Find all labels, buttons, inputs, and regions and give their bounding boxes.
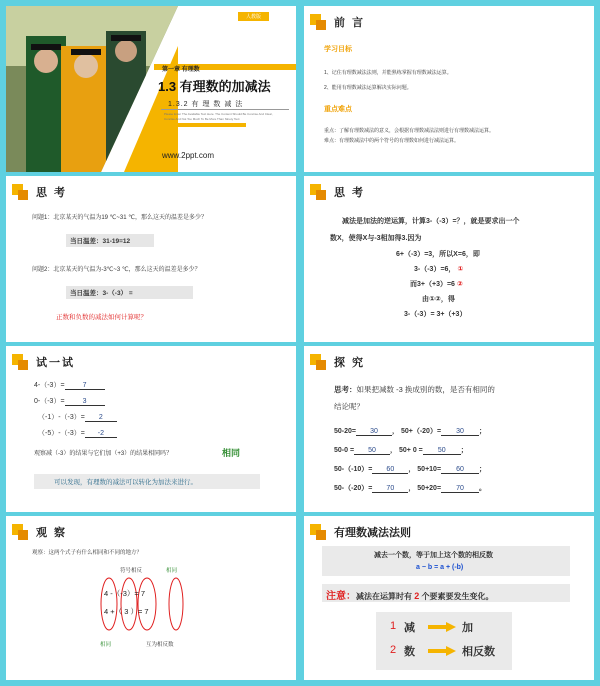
arrow-right-icon [428,646,456,656]
compare-answer: 相同 [222,448,241,458]
question-note: 正数和负数的减法如何计算呢？ [56,314,147,321]
key-2: 难点：有理数减法中的两个符号的有理数如何进行减法运算。 [324,138,460,144]
slide-title [6,6,296,172]
change-2-number: 2 [390,644,397,656]
slide-header [310,354,365,370]
logo-icon [12,354,28,370]
line-5: 而3+（+3）=6 ② [410,281,463,288]
rule-text: 减去一个数，等于加上这个数的相反数 [374,552,493,559]
slide-try [6,346,296,512]
slide-header [310,524,411,540]
slide-explore [304,346,594,512]
goal-heading: 学习目标 [324,46,352,53]
compare-row: 50-（-20）= 70 ， 50+20= 70 。 [334,485,487,492]
slide-title: 思 考 [334,187,366,199]
goal-1: 1、记住有理数减法法则，并能熟练掌握有理数减法运算。 [324,70,452,76]
equation-1: 4 -（-3）= 7 [104,589,146,598]
slide-title: 有理数减法法则 [334,527,411,539]
question-1: 问题1：北京某天的气温为19 ℃~31 ℃，那么这天的温差是多少？ [32,215,208,221]
label-same-top: 相同 [166,568,178,574]
change-1-to: 加 [462,622,473,634]
line-7: 3-（-3）= 3+（+3） [404,311,467,318]
line-4: 3-（-3）=6， ① [414,266,464,273]
observe-question: 观察：这两个式子有什么相同和不同的地方？ [32,550,143,556]
line-1: 减法是加法的逆运算，计算3-（-3）=？，就是要求出一个 [342,218,520,225]
arrow-right-icon [428,622,456,632]
goal-2: 2、能用有理数减法运算解决实际问题。 [324,85,412,91]
slide-think-2 [304,176,594,342]
logo-icon [12,524,28,540]
observe-diagram [94,574,194,636]
logo-icon [310,354,326,370]
chapter: 第一章 有理数 [162,67,200,73]
slide-header [310,184,365,200]
graduates-photo [6,6,178,172]
note-text: 注意：减法在运算时有 2 个要素要发生变化。 [326,591,494,602]
change-1-number: 1 [390,620,397,632]
logo-icon [310,14,326,30]
key-heading: 重点难点 [324,106,352,113]
change-2-from: 数 [404,646,415,658]
answer-2: 当日温差：3-（-3） = [66,286,193,299]
exercise-2: 0-（-3）= 3 [34,396,105,406]
slide-preface [304,6,594,172]
slide-title: 思 考 [36,187,68,199]
slide-title: 探 究 [334,357,366,369]
compare-row: 50-（-10）= 60 ， 50+10= 60 ； [334,466,487,473]
label-opposite-number: 互为相反数 [146,642,174,648]
change-2-to: 相反数 [462,646,495,658]
slide-observe [6,516,296,680]
compare-question: 观察减（-3）的结果与它们加（+3）的结果相同吗？ [34,451,173,457]
key-1: 重点：了解有理数减法的意义，会根据有理数减法法则进行有理数减法运算。 [324,128,495,134]
exercise-1: 4-（-3）= 7 [34,380,105,390]
compare-row: 50-20= 30 ， 50+（-20）= 30 ； [334,428,487,435]
question-2: 问题2：北京某天的气温为-3℃~3 ℃，那么这天的温差是多少？ [32,267,201,273]
exercise-4: （-5）-（-3）= -2 [38,428,117,438]
slide-title: 观 察 [36,527,68,539]
think-prompt-2: 结论呢？ [334,402,364,411]
slide-rule [304,516,594,680]
line-3: 6+（-3）=3，所以X=6，即 [396,251,480,258]
slide-header [12,184,67,200]
equation-2: 4 +（ 3 ）= 7 [104,607,149,616]
compare-row: 50-0 = 50 ， 50+ 0 = 50 ； [334,447,468,454]
logo-icon [12,184,28,200]
blurb-2: Concise And Not Too Much To Be More Than Ninety Text [164,117,240,121]
slide-header [12,354,75,370]
slide-header [310,14,365,30]
slide-think-1 [6,176,296,342]
page-title: 1.3 有理数的加减法 [158,79,271,94]
badge: 人教版 [238,12,269,21]
line-2: 数X，使得X与-3相加得3.因为 [330,235,422,242]
change-1-from: 减 [404,622,415,634]
logo-icon [310,524,326,540]
label-same-bottom: 相同 [100,642,112,648]
website-url: www.2ppt.com [162,151,215,160]
slide-title: 试一试 [36,357,75,369]
logo-icon [310,184,326,200]
line-6: 由①②，得 [422,296,455,303]
exercise-3: （-1）-（-3）= 2 [38,412,117,422]
subtitle: 1.3.2 有 理 数 减 法 [168,101,244,108]
slide-title: 前 言 [334,17,366,29]
conclusion: 可以发现，有理数的减法可以转化为加法来进行。 [34,474,260,489]
blurb-1: Please Enter The Available Text Here. The Content Should Be Concise And Clear, [164,112,273,116]
answer-1: 当日温差：31-19=12 [66,234,154,247]
think-prompt: 思考：如果把减数 -3 换成别的数，是否有相同的 [334,385,495,394]
rule-formula: a − b = a + (-b) [416,564,464,571]
label-opposite-sign: 符号相反 [120,568,143,574]
slide-header [12,524,67,540]
